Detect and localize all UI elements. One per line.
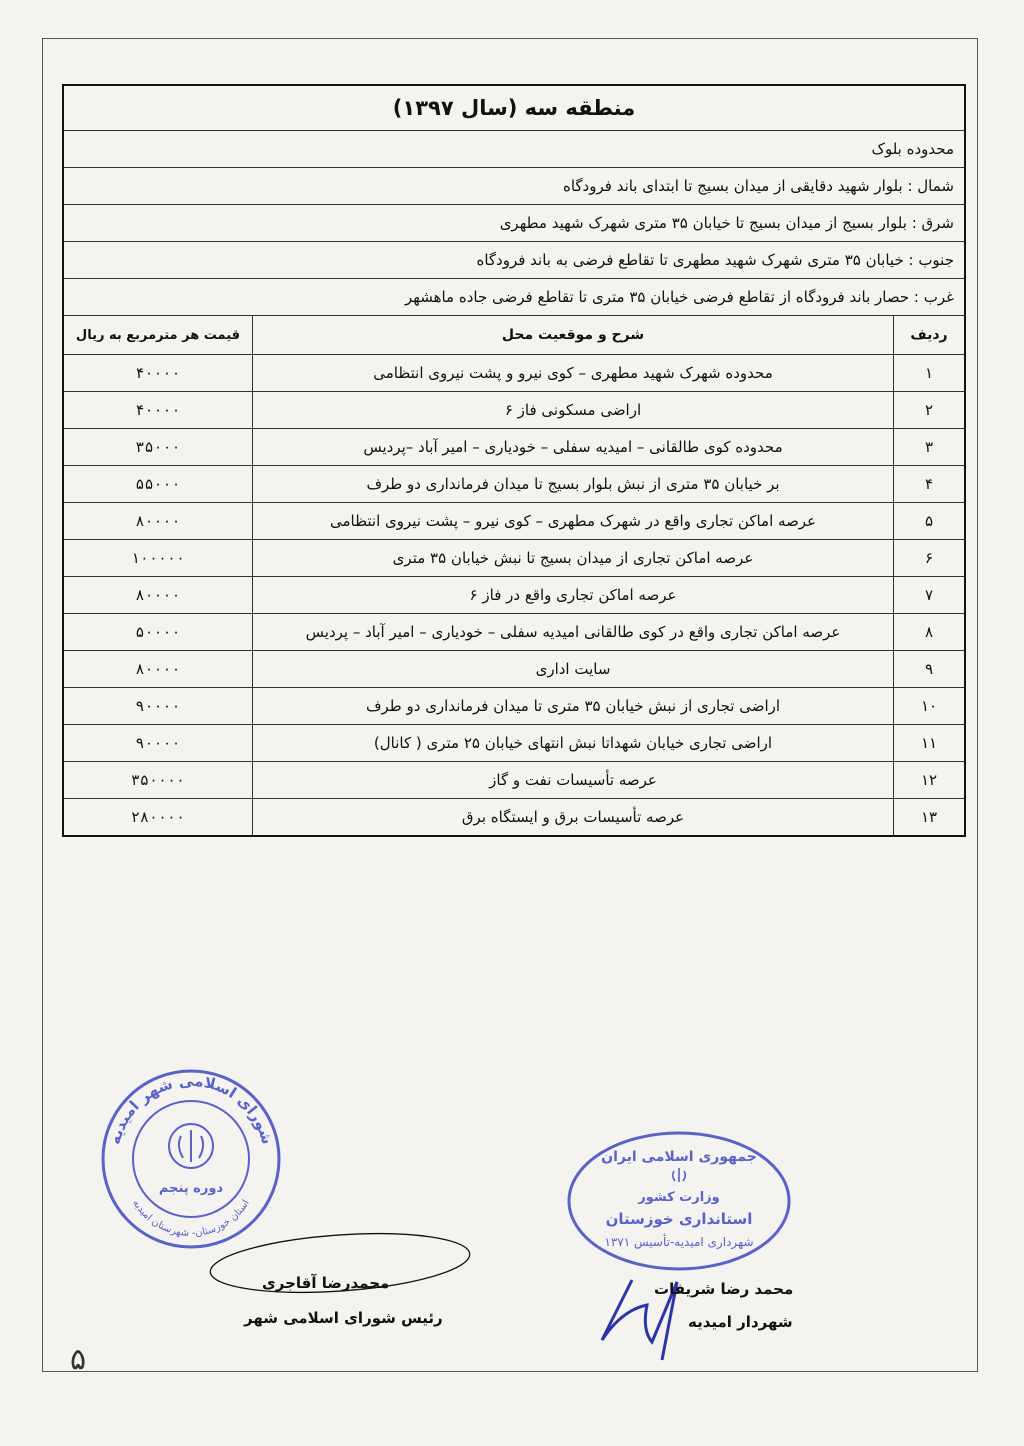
row-number: ۱۱ [894,725,966,762]
table-row [63,799,965,837]
row-number: ۶ [894,540,966,577]
table-row [63,688,965,725]
table-row [63,503,965,540]
council-stamp-top-text: شورای اسلامی شهر امیدیه [105,1071,277,1147]
mayor-name: محمد رضا شریفات [654,1280,794,1298]
table-row [63,725,965,762]
row-price: ۹۰۰۰۰ [63,725,253,762]
row-price: ۸۰۰۰۰ [63,577,253,614]
table-row [63,762,965,799]
row-number: ۹ [894,651,966,688]
row-number: ۴ [894,466,966,503]
council-stamp [96,1064,286,1254]
row-number: ۳ [894,429,966,466]
mayor-title: شهردار امیدیه [688,1313,793,1331]
council-head-title: رئیس شورای اسلامی شهر [244,1309,443,1327]
row-number: ۱۲ [894,762,966,799]
title-row [63,85,965,131]
header-price: قیمت هر مترمربع به ریال [63,316,253,355]
row-price: ۵۰۰۰۰ [63,614,253,651]
row-description: عرصه تأسیسات نفت و گاز [253,762,894,799]
area-row [63,131,965,168]
row-description: عرصه تأسیسات برق و ایستگاه برق [253,799,894,837]
row-price: ۵۵۰۰۰ [63,466,253,503]
row-price: ۹۰۰۰۰ [63,688,253,725]
row-price: ۳۵۰۰۰ [63,429,253,466]
pricing-document [62,84,966,837]
north-row [63,168,965,205]
row-description: عرصه اماکن تجاری واقع در کوی طالقانی امیدیه سفلی – خودیاری – امیر آباد – پردیس [253,614,894,651]
row-price: ۲۸۰۰۰۰ [63,799,253,837]
row-price: ۱۰۰۰۰۰ [63,540,253,577]
table-row [63,355,965,392]
boundary-west: غرب : حصار باند فرودگاه از تقاطع فرضی خیابان ۳۵ متری تا تقاطع فرضی جاده ماهشهر [63,279,965,316]
south-row [63,242,965,279]
table-header [63,316,965,355]
page-number: ۵ [70,1342,87,1377]
header-num: ردیف [894,316,966,355]
row-description: عرصه اماکن تجاری از میدان بسیج تا نبش خیابان ۳۵ متری [253,540,894,577]
table-row [63,614,965,651]
row-description: محدوده کوی طالقانی – امیدیه سفلی – خودیاری – امیر آباد –پردیس [253,429,894,466]
row-description: عرصه اماکن تجاری واقع در شهرک مطهری – کوی نیرو – پشت نیروی انتظامی [253,503,894,540]
row-price: ۸۰۰۰۰ [63,503,253,540]
row-number: ۲ [894,392,966,429]
row-description: اراضی تجاری از نبش خیابان ۳۵ متری تا میدان فرمانداری دو طرف [253,688,894,725]
header-desc: شرح و موقعیت محل [253,316,894,355]
table-row [63,577,965,614]
row-number: ۱۳ [894,799,966,837]
document-title: منطقه سه (سال ۱۳۹۷) [63,85,965,131]
table-body [63,355,965,837]
east-row [63,205,965,242]
row-description: اراضی مسکونی فاز ۶ [253,392,894,429]
municipality-stamp-line4: شهرداری امیدیه-تأسیس ۱۳۷۱ [604,1235,754,1249]
council-head-name: محمدرضا آقاجری [262,1274,390,1292]
municipality-stamp-line2: وزارت کشور [638,1190,720,1205]
row-number: ۸ [894,614,966,651]
boundary-north: شمال : بلوار شهید دقایقی از میدان بسیج تا ابتدای باند فرودگاه [63,168,965,205]
row-description: بر خیابان ۳۵ متری از نبش بلوار بسیج تا میدان فرمانداری دو طرف [253,466,894,503]
emblem-icon [169,1124,213,1168]
municipality-stamp-line3: استانداری خوزستان [605,1210,753,1228]
row-description: عرصه اماکن تجاری واقع در فاز ۶ [253,577,894,614]
table-row [63,392,965,429]
council-stamp-center-text: دوره پنجم [158,1181,224,1196]
row-number: ۱ [894,355,966,392]
row-price: ۴۰۰۰۰ [63,392,253,429]
municipality-stamp-line1: جمهوری اسلامی ایران [601,1149,757,1165]
row-description: محدوده شهرک شهید مطهری – کوی نیرو و پشت نیروی انتظامی [253,355,894,392]
row-number: ۵ [894,503,966,540]
boundary-south: جنوب : خیابان ۳۵ متری شهرک شهید مطهری تا تقاطع فرضی به باند فرودگاه [63,242,965,279]
table-row [63,429,965,466]
table-row [63,466,965,503]
municipality-stamp [564,1126,794,1276]
row-price: ۳۵۰۰۰۰ [63,762,253,799]
row-number: ۱۰ [894,688,966,725]
area-label: محدوده بلوک [63,131,965,168]
row-price: ۸۰۰۰۰ [63,651,253,688]
row-description: اراضی تجاری خیابان شهداتا نبش انتهای خیابان ۲۵ متری ( کانال) [253,725,894,762]
table-row [63,651,965,688]
emblem-icon [673,1168,686,1182]
row-price: ۴۰۰۰۰ [63,355,253,392]
table-row [63,540,965,577]
row-description: سایت اداری [253,651,894,688]
west-row [63,279,965,316]
council-stamp-bottom-text: استان خوزستان- شهرستان امیدیه [130,1197,252,1240]
boundary-east: شرق : بلوار بسیج از میدان بسیج تا خیابان ۳۵ متری شهرک شهید مطهری [63,205,965,242]
row-number: ۷ [894,577,966,614]
